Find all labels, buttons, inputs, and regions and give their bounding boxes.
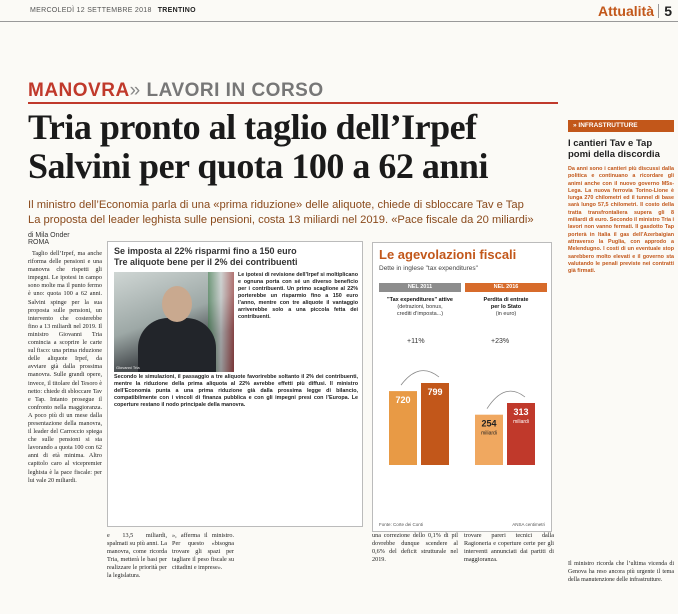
bar-unit-1-1: miliardi [513,419,529,425]
change-pct-left: +11% [407,338,425,345]
sidebar-tag: » INFRASTRUTTURE [568,120,674,132]
kicker [28,80,324,102]
section-name: Attualità [598,3,654,19]
bar-value-0-0: 720 [395,395,411,406]
inset-box-title [114,246,298,268]
subheadline [28,198,568,228]
subhead-line-2: La proposta del leader leghista sulle pensioni, costa 13 miliardi nel 2019. «Pace fiscale da 20 miliardi» [28,214,534,226]
infographic-subtitle: Dette in inglese "tax expenditures" [379,265,478,272]
infographic [372,242,552,532]
inset-title-line-1: Se imposta al 22% risparmi fino a 150 euro [114,246,297,256]
bar-unit-1-0: miliardi [481,430,497,437]
inset-text-bottom: Secondo le simulazioni, il passaggio a tre aliquote favorirebbe soltanto il 2% dei contribuenti, mentre la riduzione della prima aliquota al 22% avrebbe effetti più diffusi. Il ministro dell’Economia punta a una prima riduzione già dalla prossima legge di bilancio, compatibilmente con i vincoli di finanza pubblica e con gli impegni presi con l’Europa. Le coperture restano il nodo principale della manovra. [114,374,358,408]
infographic-source: Fonte: Corte dei Conti [379,522,424,527]
sidebar-body-continued: Il ministro ricorda che l’ultima vicenda di Genova ha reso ancora più urgente il tema della manutenzione delle infrastrutture. [568,561,674,583]
headline-line-2: Salvini per quota 100 a 62 anni [28,146,488,186]
article-column-2 [107,532,167,612]
article-text: e 13,5 miliardi, spalmati su più anni. La manovra, come ricorda Tria, metterà le basi per realizzare le priorità per la legislatura. [107,532,167,580]
inset-box [107,241,363,527]
article-text: trovare pareri tecnici dalla Ragioneria e coperture certe per gli interventi annunciati dai partiti di maggioranza. [464,532,554,564]
byline-place: ROMA [28,239,49,246]
sidebar-body: Da anni sono i cantieri più discussi dalla politica e continuano a ricordare gli animi anche con il nuovo governo M5s-Lega. La nuova ferrovia Torino-Lione è lunga 270 chilometri ed il tunnel di base sarà lungo 57,5 chilometri. Il costo della tratta transfrontaliera supera gli 8 miliardi di euro. Secondo il ministro Tria i lavori non vanno fermati. Il gasdotto Tap porterà in Italia il gas dell’Azerbaigian attraverso la Puglia, con approdo a Melendugno. I costi di un eventuale stop sarebbero molto elevati e il governo sta valutando le penali previste nei contratti già firmati. [568,166,674,275]
minister-photo [114,272,234,372]
subhead-line-1: Il ministro dell’Economia parla di una «prima riduzione» delle aliquote, chiede di sbloccare Tav e Tap [28,199,524,211]
kicker-rule [28,102,558,104]
change-arrow-0 [401,371,439,385]
infographic-title: Le agevolazioni fiscali [379,247,517,262]
year-label-2016: NEL 2016 [465,283,547,292]
inset-title-line-2: Tre aliquote bene per il 2% dei contribuenti [114,257,298,267]
bar-charts [373,347,553,507]
kicker-label: LAVORI IN CORSO [146,80,324,101]
article-column-4 [372,532,458,612]
head-shape [162,286,192,322]
page-header [0,0,678,22]
header-divider [658,4,659,18]
kicker-arrows: » [129,80,141,101]
bar-value-0-1: 799 [427,387,443,397]
infographic-credit: ANSA centimetri [512,522,545,527]
byline [28,232,70,246]
article-text: Taglio dell’Irpef, ma anche riforma delle pensioni e una manovra che rispetti gli impegni. Le ipotesi in campo sono molte ma il punto fermo è uno: quota 100 a 62 anni. Salvini spinge per la sua proposta sulle pensioni, un intervento che costerebbe fino a 13 miliardi nel 2019. Il ministro Giovanni Tria comincia a scoprire le carte sul fisco: una prima riduzione delle aliquote Irpef, da avviare già dalla prossima manovra. Sulle grandi opere, invece, il titolare del Tesoro è netto: chiede di sbloccare Tav e Tap. Intanto prosegue il confronto nella maggioranza. A poco più di un mese dalla presentazione della manovra, il leader del Carroccio spiega che sulle pensioni si sta lavorando a quota 100 con 62 anni di età minima. Altro capitolo caro al vicepremier leghista è la pace fiscale: per lui vale 20 miliardi. [28,250,102,484]
article-column-5 [464,532,554,612]
sidebar-article [568,120,674,614]
article-column-3 [172,532,234,612]
newspaper-name: TRENTINO [157,7,196,14]
bar-value-1-0: 254 [481,418,497,429]
change-pct-right: +23% [491,338,510,345]
photo-caption: Giovanni Tria [116,365,140,370]
suit-shape [138,318,216,372]
article-text: », afferma il ministro. Per questo «bisogna trovare gli spazi per tagliare il peso fiscale su cittadini e imprese». [172,532,234,572]
issue-date: MERCOLEDÌ 12 SETTEMBRE 2018 TRENTINO [30,7,196,14]
bar-value-1-1: 313 [513,407,529,417]
headline [28,108,568,186]
kicker-topic: MANOVRA [28,80,130,101]
article-text: una correzione dello 0,1% di pil dovrebbe dunque scendere al 0,6% del deficit strutturale nel 2019. [372,532,458,564]
right-chart-label: Perdita di entrate per lo Stato (in euro) [483,297,529,317]
sidebar-title: I cantieri Tav e Tap pomi della discordia [568,138,660,160]
headline-line-1: Tria pronto al taglio dell’Irpef [28,107,477,147]
article-column-1 [28,250,102,612]
inset-text-right: Le ipotesi di revisione dell’Irpef si moltiplicano e ognuna porta con sé un diverso beneficio per i contribuenti. Un primo scaglione al 22% porterebbe un risparmio fino a 150 euro l’anno, mentre con tre aliquote il vantaggio arriverebbe solo a una piccola fetta dei contribuenti. [238,272,358,320]
left-chart-label: "Tax expenditures" attive (detrazioni, bonus, crediti d’imposta...) [387,297,453,317]
byline-author: di Mila Onder [28,232,70,239]
year-label-2011: NEL 2011 [379,283,461,292]
page-number: 5 [664,3,672,19]
